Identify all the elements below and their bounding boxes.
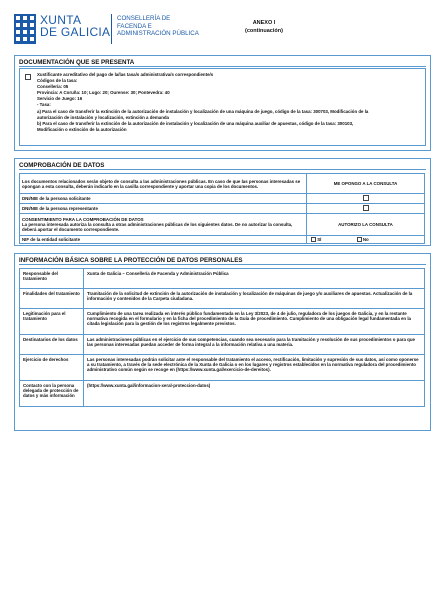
xunta-logo-icon bbox=[14, 14, 36, 44]
nif-entidad-options bbox=[307, 236, 425, 244]
si-checkbox[interactable] bbox=[311, 237, 316, 242]
row-key: Finalidades del tratamiento bbox=[20, 289, 84, 309]
no-checkbox[interactable] bbox=[357, 237, 362, 242]
row-value: Tramitación de la solicitud de extinción de la autorización de instalación y localización de máquinas de juego y/o auxiliares de apuestas. Actualización de la información y contenidos de la Carpeta ciudadana. bbox=[84, 289, 425, 309]
doc-line: Consellería: 05 bbox=[37, 84, 69, 90]
proteccion-datos-title bbox=[15, 254, 430, 265]
table-row bbox=[20, 289, 425, 309]
doc-line: Códigos de la tasa: bbox=[37, 78, 78, 84]
header-divider bbox=[111, 14, 112, 44]
comprobacion-title bbox=[15, 159, 430, 170]
doc-line: Xustificante acreditativo del pago de la/las tasa/s administrativa/s correspondiente/s bbox=[37, 72, 214, 77]
documentacion-title bbox=[15, 56, 430, 67]
consentimiento-title: CONSENTIMIENTO PARA LA COMPROBACIÓN DE DATOS bbox=[22, 217, 144, 222]
conselleria-line2: FACENDA E bbox=[117, 22, 152, 30]
doc-line: Provincia: A Coruña: 10; Lugo: 20; Ourense: 30; Pontevedra: 40 bbox=[37, 90, 170, 96]
row-key: Contacto con la persona delegada de protección de datos y más información bbox=[20, 381, 84, 407]
comprobacion-table bbox=[19, 173, 425, 244]
table-row bbox=[20, 309, 425, 335]
row-value: Las personas interesadas podrán solicitar ante el responsable del tratamiento el acceso, rectificación, limitación y supresión de sus datos, así como oponerse a su tratamiento, a través de la sede electrónica de la Xunta de Galicia o en los lugares y registros establecidos en la normativa reguladora del procedimiento administrativo común según se recoge en (https://www.xunta.gal/exercicio-de-dereitos). bbox=[84, 355, 425, 381]
consentimiento-text: La persona interesada autoriza la consulta a otras administraciones públicas de los siguientes datos. De no autorizar la consulta, deberá aportar el documento correspondiente. bbox=[22, 222, 293, 232]
row-key: Ejercicio de derechos bbox=[20, 355, 84, 381]
no-label: No bbox=[362, 237, 369, 242]
anexo-label bbox=[194, 20, 334, 35]
comprobacion-section bbox=[14, 158, 431, 246]
row-key: Destinatarios de los datos bbox=[20, 335, 84, 355]
dni-solicitante-checkbox[interactable] bbox=[363, 195, 369, 201]
doc-line: a) Para el caso de transferir la extinción de la autorización de instalación y localización de una máquina de juego, código de la tasa: 300703, Modificación de la bbox=[37, 108, 369, 114]
anexo-subtitle: (continuación) bbox=[245, 27, 283, 34]
row-value: Xunta de Galicia – Consellería de Facenda y Administración Pública bbox=[84, 269, 425, 289]
si-label: SÍ bbox=[317, 237, 322, 242]
table-row bbox=[20, 269, 425, 289]
dni-representante-label: DNI/NIE de la persona representante bbox=[20, 204, 307, 214]
xunta-line1: XUNTA bbox=[40, 13, 82, 27]
row-value: Las administraciones públicas en el ejercicio de sus competencias, cuando sea necesario para la tramitación y resolución de sus procedimientos o para que las personas interesadas puedan acceder de forma integral a la información relativa a una materia. bbox=[84, 335, 425, 355]
doc-line: Servicio de Juego: 16 bbox=[37, 96, 83, 102]
nif-entidad-label: NIF de la entidad solicitante bbox=[20, 236, 307, 244]
proteccion-datos-section bbox=[14, 253, 431, 431]
comprobacion-title-text: COMPROBACIÓN DE DATOS bbox=[19, 162, 426, 170]
dni-solicitante-label: DNI/NIE de la persona solicitante bbox=[20, 194, 307, 204]
consentimiento-cell bbox=[20, 214, 307, 236]
proteccion-datos-title-text: INFORMACIÓN BÁSICA SOBRE LA PROTECCIÓN DE DATOS PERSONALES bbox=[19, 257, 426, 265]
anexo-title: ANEXO I bbox=[252, 20, 276, 26]
xunta-wordmark bbox=[40, 14, 110, 38]
row-key: Responsable del tratamiento bbox=[20, 269, 84, 289]
doc-line: b) Para el caso de transferir la extinción de la autorización de instalación y localización de una máquina auxiliar de apuestas, código de la tasa: 300103, bbox=[37, 120, 354, 126]
doc-line: - Tasa: bbox=[37, 102, 51, 108]
dni-representante-checkbox[interactable] bbox=[363, 205, 369, 211]
me-opongo-header: ME OPONGO A LA CONSULTA bbox=[307, 174, 425, 194]
conselleria-line3: ADMINISTRACIÓN PÚBLICA bbox=[117, 30, 199, 37]
conselleria-name bbox=[117, 15, 199, 38]
proteccion-datos-table bbox=[19, 268, 425, 407]
documentacion-title-text: DOCUMENTACIÓN QUE SE PRESENTA bbox=[19, 59, 426, 67]
documentacion-item bbox=[19, 68, 426, 146]
table-row bbox=[20, 381, 425, 407]
row-value: Cumplimiento de una tarea realizada en interés público fundamentada en la Ley 3/2023, de 4 de julio, reguladora de los juegos de Galicia, y en la restante normativa recogida en el formulario y en la ficha del procedimiento de la Guía de procedimiento. Cumplimiento de una obligación legal fundamentada en la citada legislación para la gestión de los registros legalmente previstos. bbox=[84, 309, 425, 335]
dni-solicitante-cell bbox=[307, 194, 425, 204]
table-row bbox=[20, 335, 425, 355]
xunta-line2: DE GALICIA bbox=[40, 25, 111, 39]
documentacion-text bbox=[37, 72, 421, 133]
dni-representante-cell bbox=[307, 204, 425, 214]
tasa-checkbox[interactable] bbox=[25, 74, 31, 80]
autorizo-header: AUTORIZO LA CONSULTA bbox=[307, 214, 425, 236]
conselleria-line1: CONSELLERÍA DE bbox=[117, 15, 171, 22]
comprobacion-intro: Los documentos relacionados serán objeto de consulta a las administraciones públicas. En caso de que las personas interesadas se opongan a esta consulta, deberán indicarlo en la casilla correspondiente y aportar una copia de los documentos. bbox=[20, 174, 307, 194]
documentacion-section bbox=[14, 55, 431, 151]
document-header bbox=[14, 14, 426, 48]
doc-line: autorización de instalación y localización, extinción a demanda bbox=[37, 114, 169, 120]
row-value: (https://www.xunta.gal/informacion-xeral-proteccion-datos) bbox=[84, 381, 425, 407]
table-row bbox=[20, 355, 425, 381]
doc-line: Modificación o extinción de la autorización bbox=[37, 126, 127, 132]
row-key: Legitimación para el tratamiento bbox=[20, 309, 84, 335]
